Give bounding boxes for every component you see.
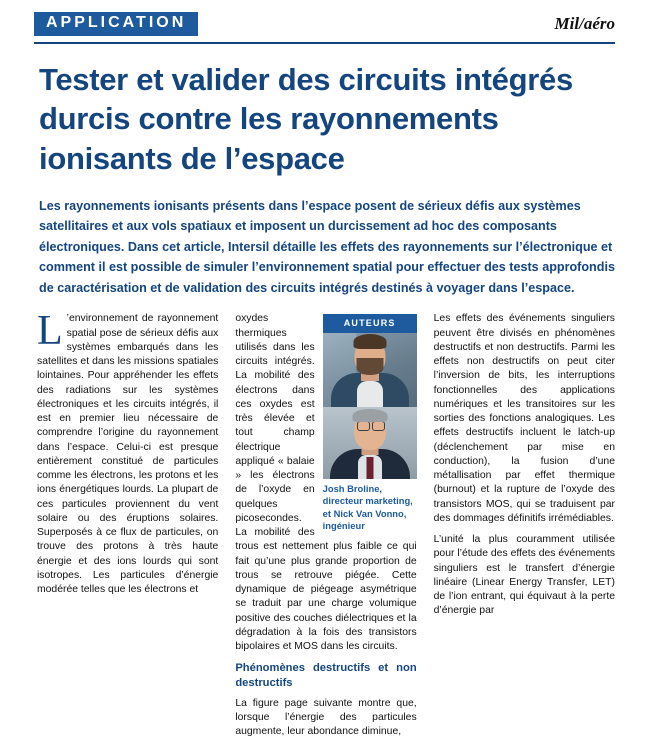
- column-2-paragraph-1: oxydes thermiques utilisés dans les circuits intégrés. La mobilité des électrons dans ces oxydes est très élevée et tout champ électrique appliqué « balaie » les électrons de l’oxyde en quelques picosecondes. La mobilité des trous est nettement plus faible ce qui fait qu’une plus grande proportion de trous se retrouve piégée. Cette dynamique de piégeage asymétrique se traduit par une charge volumique positive des couches diélectriques et la dégradation à la fois des transistors bipolaires et MOS dans les circuits.: [235, 313, 417, 653]
- column-2-subhead: Phénomènes destructifs et non destructifs: [235, 662, 417, 690]
- author-photo-josh-broline: [323, 333, 417, 407]
- column-1-paragraph: [37, 308, 219, 597]
- page-title: [34, 60, 615, 178]
- headline-line-1: Tester et valider des circuits intégrés: [39, 61, 573, 97]
- drop-cap: L: [37, 308, 63, 355]
- column-3-paragraph-2: L’unité la plus couramment utilisée pour l’étude des effets des événements singuliers est le transfert d’énergie linéaire (Linear Energy Transfer, LET) de l’ion entrant, qui équivaut à la perte d’énergie par: [433, 534, 615, 617]
- headline-line-2: durcis contre les rayonnements: [39, 101, 499, 137]
- section-kicker: APPLICATION: [34, 12, 198, 36]
- masthead: [34, 0, 615, 44]
- authors-box: [323, 314, 417, 532]
- column-3-paragraph-1: Les effets des événements singuliers peuvent être divisés en phénomènes destructifs et non destructifs. Parmi les effets non destructifs on peut citer l’inversion de bits, les interruptions fonctionnelles des applications numériques et les transitoires sur les sorties des fonctions analogiques. Les effets destructifs incluent le latch-up (déclenchement par mise en conduction), la fusion d’une métallisation par effet thermique (burnout) et la rupture de l’oxyde des transistors MOS, qui se traduisent par des dommages définitifs irrémédiables.: [433, 313, 615, 524]
- body-columns: [34, 308, 615, 746]
- column-1-text: ’environnement de rayonnement spatial pose de sérieux défis aux systèmes embarqués dans les satellites et dans les missions spatiales lointaines. Pour appréhender les effets des radiations sur les systèmes électroniques et les circuits intégrés, il est en premier lieu nécessaire de comprendre l’origine du rayonnement dans l’espace. Celui-ci est presque entièrement constitué de particules comme les électrons, les protons et les ions énergétiques lourds. La plupart de ces particules proviennent du vent solaire ou des éruptions solaires. Superposés à ce flux de particules, on trouve des protons à très haute énergie et des ions lourds qui sont isotropes. Les particules d’énergie modérée telles que les électrons et: [37, 313, 219, 596]
- column-2: [235, 312, 416, 746]
- authors-label: AUTEURS: [323, 314, 417, 332]
- column-3: [434, 312, 615, 746]
- author-photo-nick-van-vonno: [323, 407, 417, 479]
- column-2-paragraph-2: La figure page suivante montre que, lorsque l’énergie des particules augmente, leur abondance diminue,: [235, 697, 417, 738]
- headline-line-3: ionisants de l’espace: [39, 140, 345, 176]
- authors-caption: Josh Broline, directeur marketing, et Nick Van Vonno, ingénieur: [322, 482, 413, 532]
- column-1: [37, 308, 219, 746]
- publication-brand: Mil/aéro: [554, 13, 615, 33]
- standfirst: Les rayonnements ionisants présents dans l’espace posent de sérieux défis aux systèmes satellitaires et aux vols spatiaux et imposent un durcissement ad hoc des composants électroniques. Dans cet article, Intersil détaille les effets des rayonnements sur l’électronique et comment il est possible de simuler l’environnement spatial pour effectuer des tests approfondis de caractérisation et de validation des circuits intégrés destinés à voyager dans l’espace.: [39, 198, 615, 295]
